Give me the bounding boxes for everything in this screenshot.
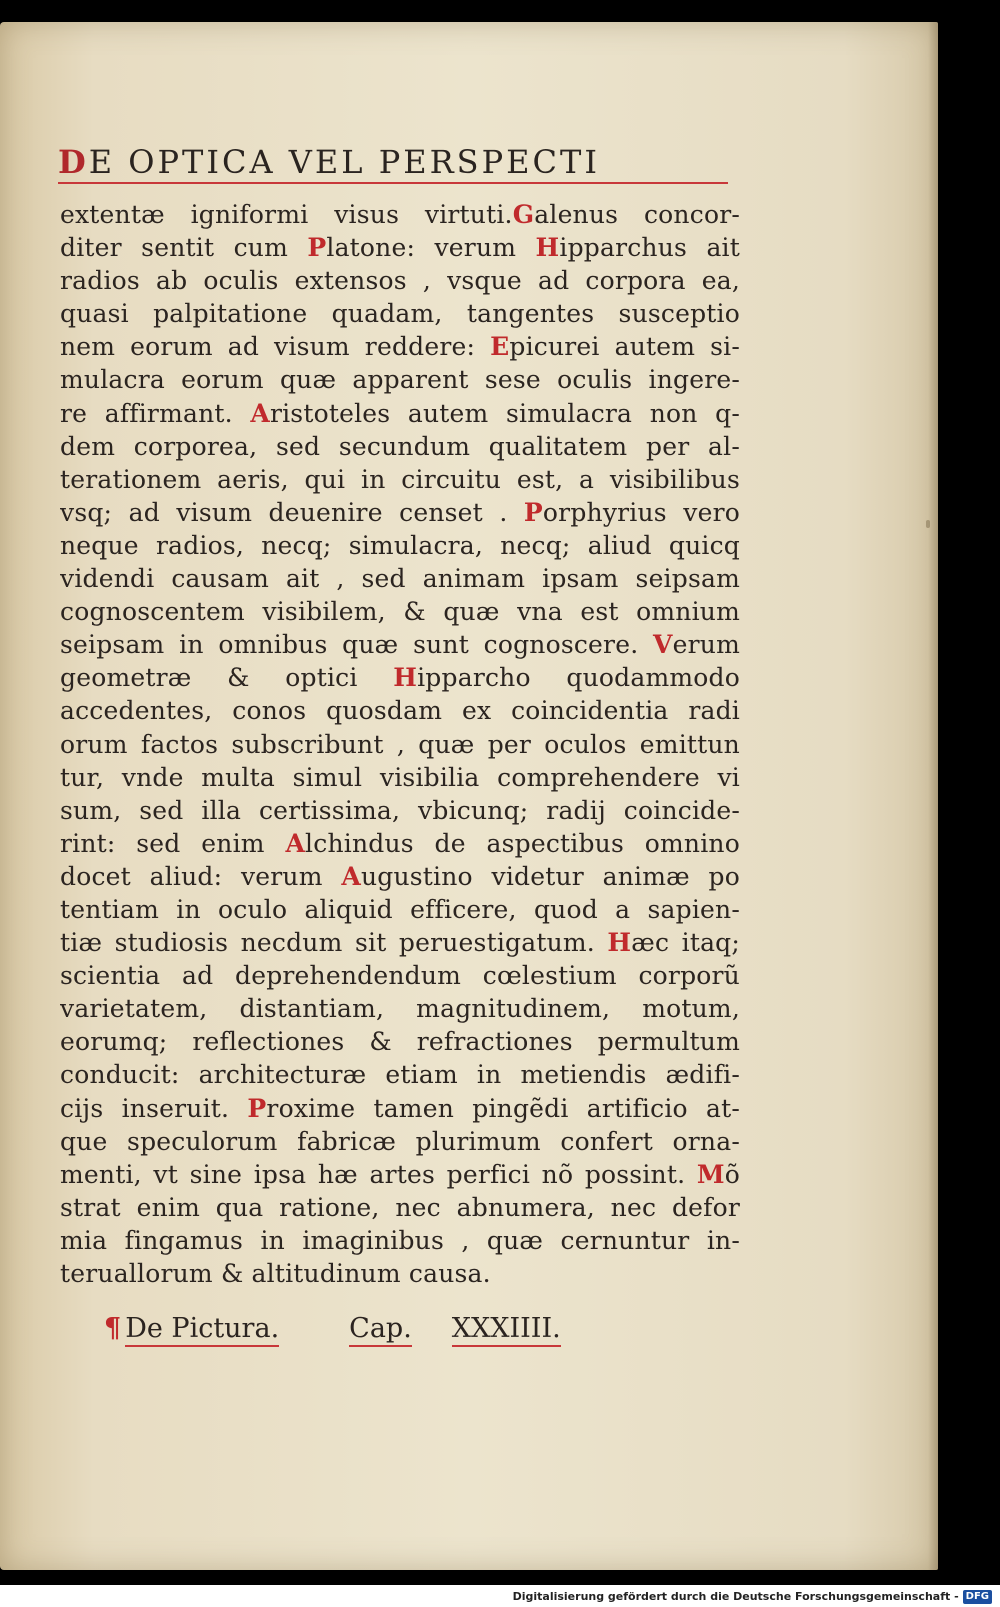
text-segment: roxime tamen pingẽdi artificio at- [266,1093,740,1123]
text-line [60,661,740,694]
text-line [60,728,740,761]
text-segment: eorumq; reflectiones & refractiones permultum [60,1027,740,1057]
text-segment: mulacra eorum quæ apparent sese oculis ingere- [60,365,740,395]
text-line [60,926,740,959]
funding-credit [513,1590,992,1604]
text-segment: rint: sed enim [60,828,286,858]
text-line [60,397,740,430]
text-segment: ipparcho quodammodo [417,663,740,693]
rubricated-initial: E [490,332,510,362]
chapter-title: De Pictura. [125,1313,279,1347]
text-line [60,496,740,529]
text-segment: seipsam in omnibus quæ sunt cognoscere. [60,630,654,660]
text-line [60,1191,740,1224]
text-segment: neque radios, necq; simulacra, necq; aliud quicq [60,530,740,560]
text-line [60,1125,740,1158]
text-segment: latone: verum [326,233,536,263]
rubricated-initial: P [523,497,543,527]
text-segment: mia fingamus in imaginibus , quæ cernuntur in- [60,1225,740,1255]
running-head-text: E OPTICA VEL PERSPECTI [88,143,600,181]
text-segment: picurei autem si- [509,332,740,362]
text-segment: teruallorum & altitudinum causa. [60,1259,491,1288]
rubricated-initial: P [307,233,327,263]
text-line [60,694,740,727]
text-segment: orum factos subscribunt , quæ per oculos emittun [60,729,740,759]
text-segment: cijs inseruit. [60,1093,248,1123]
text-line [60,628,740,661]
text-segment: dem corporea, sed secundum qualitatem per al- [60,431,740,461]
text-line [60,595,740,628]
text-line [60,264,740,297]
book-page [0,22,938,1570]
body-text [60,198,740,1290]
text-segment: ugustino videtur animæ po [360,861,740,891]
rubricated-initial: H [393,663,418,693]
text-line [60,463,740,496]
text-line [60,231,740,264]
rubricated-initial: A [250,398,270,428]
text-segment: quasi palpitatione quadam, tangentes susceptio [60,299,740,329]
text-segment: accedentes, conos quosdam ex coincidentia radi [60,696,740,726]
text-segment: vsq; ad visum deuenire censet . [60,497,524,527]
text-line [60,430,740,463]
dfg-logo: DFG [963,1590,992,1604]
text-segment: lchindus de aspectibus omnino [305,828,740,858]
text-line [60,529,740,562]
page-edge-shadow [928,22,938,1570]
text-segment: ristoteles autem simulacra non q- [269,398,740,428]
text-line [60,1158,740,1191]
text-segment: radios ab oculis extensos , vsque ad corpora ea, [60,266,740,296]
text-line [60,959,740,992]
running-head-initial: D [58,143,89,181]
text-line [60,1058,740,1091]
text-line [60,893,740,926]
text-segment: tur, vnde multa simul visibilia comprehendere vi [60,762,740,792]
text-segment: õ [724,1159,740,1189]
rubricated-initial: M [696,1159,725,1189]
running-head [58,142,728,184]
text-segment: erum [672,630,740,660]
text-segment: strat enim qua ratione, nec abnumera, nec defor [60,1192,740,1222]
text-line [60,330,740,363]
text-segment: ipparchus ait [559,233,740,263]
rubricated-initial: V [653,630,673,660]
paper-speck [926,520,930,528]
text-segment: varietatem, distantiam, magnitudinem, motum, [60,994,740,1024]
text-segment: docet aliud: verum [60,861,342,891]
text-segment: cognoscentem visibilem, & quæ vna est omnium [60,597,740,627]
text-segment: conducit: architecturæ etiam in metiendis ædifi- [60,1060,740,1090]
text-line [60,761,740,794]
text-segment: æc itaq; [631,928,740,958]
text-line [60,198,740,231]
text-line [60,992,740,1025]
rubricated-initial: P [247,1093,267,1123]
text-segment: sum, sed illa certissima, vbicunq; radij coincide- [60,795,740,825]
text-segment: que speculorum fabricæ plurimum confert orna- [60,1126,740,1156]
text-segment: tentiam in oculo aliquid efficere, quod a sapien- [60,894,740,924]
rubricated-initial: H [535,233,560,263]
text-segment: geometræ & optici [60,663,394,693]
text-line [60,1257,740,1290]
text-line [60,297,740,330]
text-line [60,794,740,827]
text-line [60,1224,740,1257]
text-line [60,1092,740,1125]
text-segment: menti, vt sine ipsa hæ artes perfici nõ possint. [60,1159,697,1189]
credit-text: Digitalisierung gefördert durch die Deutsche Forschungsgemeinschaft - [512,1590,959,1603]
rubricated-initial: G [512,200,535,229]
text-segment: extentæ igniformi visus virtuti. [60,200,513,229]
text-line [60,827,740,860]
text-line [60,860,740,893]
rubricated-initial: A [341,861,361,891]
text-segment: scientia ad deprehendendum cœlestium corporũ [60,961,740,991]
chapter-cap-label: Cap. [349,1313,412,1347]
text-segment: diter sentit cum [60,233,308,263]
text-segment: terationem aeris, qui in circuitu est, a visibilibus [60,464,740,494]
text-segment: nem eorum ad visum reddere: [60,332,491,362]
rubricated-initial: A [285,828,306,858]
pilcrow-mark: ¶ [104,1313,122,1344]
text-line [60,562,740,595]
footer-bar [0,1585,1000,1607]
text-line [60,363,740,396]
chapter-heading [104,1312,664,1346]
text-segment: re affirmant. [60,398,251,428]
text-segment: alenus concor- [534,200,740,229]
text-segment: orphyrius vero [542,497,740,527]
text-segment: tiæ studiosis necdum sit peruestigatum. [60,928,608,958]
text-line [60,1025,740,1058]
chapter-number: XXXIIII. [452,1313,561,1347]
rubricated-initial: H [607,928,632,958]
text-segment: videndi causam ait , sed animam ipsam seipsam [60,564,740,594]
